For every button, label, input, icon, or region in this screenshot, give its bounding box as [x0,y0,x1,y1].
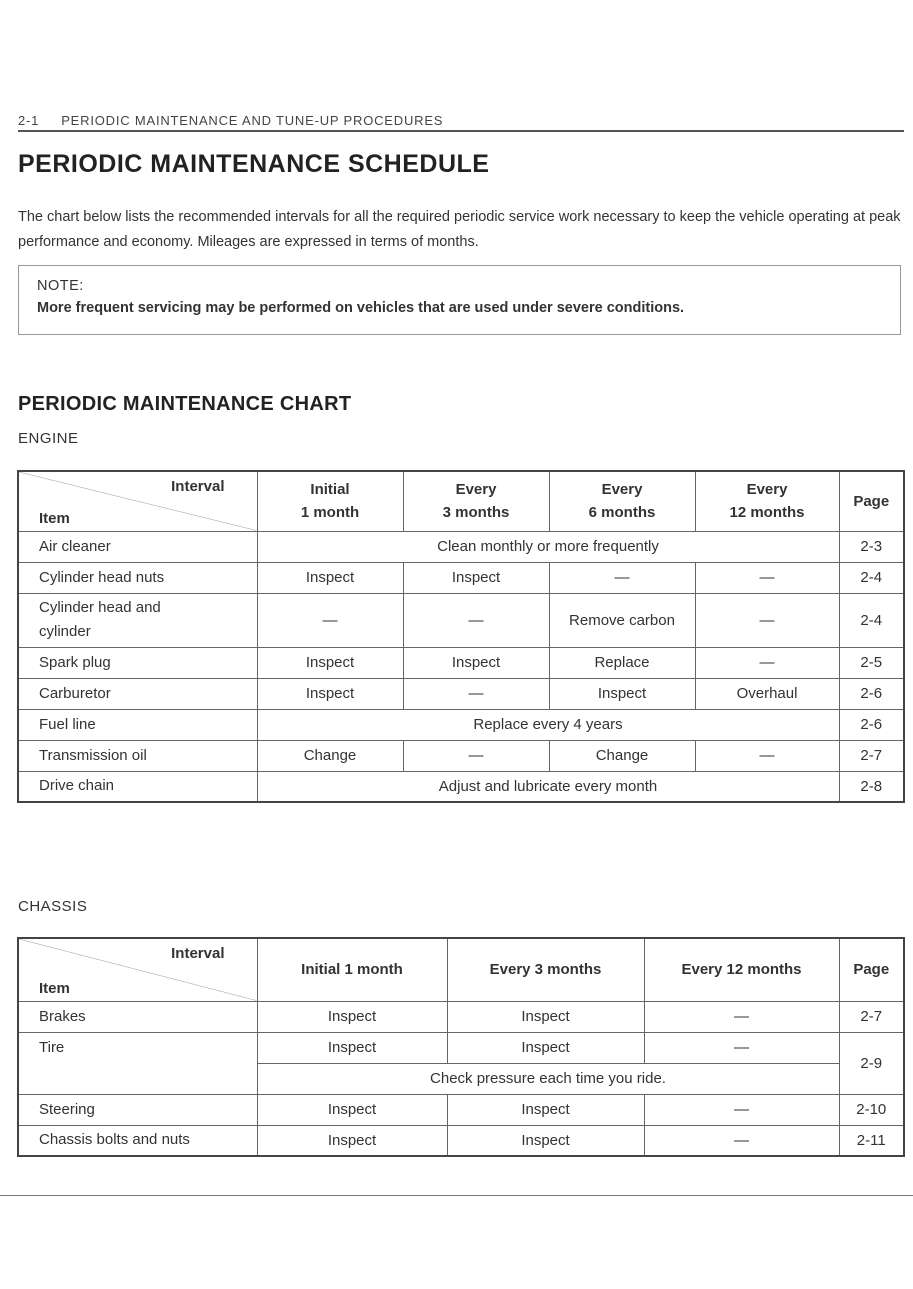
page-number: 2-1 [18,113,40,128]
row-page: 2-10 [839,1094,904,1125]
table-row [18,678,904,709]
intro-paragraph: The chart below lists the recommended intervals for all the required periodic service work necessary to keep the vehicle operating at peak performance and economy. Mileages are expressed in terms of months. [18,209,901,250]
row-cell: — [403,678,549,709]
row-cell: Inspect [403,647,549,678]
chassis-header-row [18,938,904,1001]
row-cell: Inspect [257,1094,447,1125]
row-item: Air cleaner [18,531,257,562]
table-row [18,1094,904,1125]
running-head [18,113,904,132]
chassis-interval-item-header [18,938,257,1001]
col-label-a: Every [746,481,788,499]
row-cell: — [695,593,839,647]
row-cell: Inspect [447,1001,644,1032]
row-cell: — [644,1001,839,1032]
row-page: 2-4 [839,562,904,593]
row-cell: Inspect [403,562,549,593]
page-title: PERIODIC MAINTENANCE SCHEDULE [18,150,490,178]
table-row [18,562,904,593]
row-cell: Inspect [257,1125,447,1156]
row-cell: Inspect [257,1001,447,1032]
col-every-3-months [403,471,549,531]
row-cell: Replace [549,647,695,678]
row-page: 2-7 [839,1001,904,1032]
col-label-b: 6 months [588,504,656,522]
col-every-6-months [549,471,695,531]
col-page: Page [839,471,904,531]
item-label: Item [39,509,70,527]
row-cell: — [403,593,549,647]
row-item: Drive chain [18,771,257,802]
note-text: More frequent servicing may be performed on vehicles that are used under severe conditions. [37,300,685,316]
row-page: 2-5 [839,647,904,678]
row-item: Cylinder head nuts [18,562,257,593]
chassis-section-label: CHASSIS [18,898,88,915]
row-item-line: Cylinder head and [39,599,161,616]
row-cell: — [257,593,403,647]
row-page: 2-11 [839,1125,904,1156]
row-item: Steering [18,1094,257,1125]
row-item [18,593,257,647]
row-span-value: Check pressure each time you ride. [257,1063,839,1094]
col-label-a: Initial [310,481,350,499]
interval-label: Interval [171,478,225,495]
row-item: Spark plug [18,647,257,678]
footer-rule [0,1195,913,1196]
row-cell: — [549,562,695,593]
table-row [18,1032,904,1063]
row-item: Tire [18,1032,257,1094]
row-item: Carburetor [18,678,257,709]
row-cell: Overhaul [695,678,839,709]
row-item: Transmission oil [18,740,257,771]
table-row [18,593,904,647]
note-box [18,265,901,335]
row-cell: — [644,1094,839,1125]
row-span-value: Adjust and lubricate every month [257,771,839,802]
col-label-b: 1 month [300,504,360,522]
row-item-line: cylinder [39,623,91,640]
item-label: Item [39,979,70,997]
row-cell: — [644,1125,839,1156]
col-label-b: 3 months [442,504,510,522]
col-every-3-months: Every 3 months [447,938,644,1001]
row-item: Chassis bolts and nuts [18,1125,257,1156]
note-label: NOTE: [37,278,84,294]
table-row [18,740,904,771]
row-item: Fuel line [18,709,257,740]
chassis-table [17,937,905,1157]
row-cell: — [644,1032,839,1063]
col-label-a: Every [455,481,497,499]
table-row [18,771,904,802]
row-cell: Inspect [257,647,403,678]
row-cell: — [695,647,839,678]
table-row [18,709,904,740]
row-cell: Inspect [447,1125,644,1156]
row-page: 2-3 [839,531,904,562]
engine-header-row [18,471,904,531]
table-row [18,647,904,678]
col-every-12-months: Every 12 months [644,938,839,1001]
col-initial-1-month: Initial 1 month [257,938,447,1001]
row-page: 2-9 [839,1032,904,1094]
section-title: PERIODIC MAINTENANCE AND TUNE-UP PROCEDURES [61,113,444,128]
row-page: 2-6 [839,709,904,740]
row-page: 2-6 [839,678,904,709]
row-cell: Inspect [447,1094,644,1125]
table-row [18,531,904,562]
engine-interval-item-header [18,471,257,531]
table-row [18,1125,904,1156]
table-row [18,1001,904,1032]
row-page: 2-4 [839,593,904,647]
col-label-b: 12 months [729,504,805,522]
engine-section-label: ENGINE [18,430,79,447]
row-page: 2-8 [839,771,904,802]
row-cell: Inspect [257,562,403,593]
interval-label: Interval [171,945,225,962]
row-cell: Inspect [257,1032,447,1063]
col-page: Page [839,938,904,1001]
row-cell: Remove carbon [549,593,695,647]
row-cell: Change [549,740,695,771]
chart-title: PERIODIC MAINTENANCE CHART [18,393,352,415]
col-every-12-months [695,471,839,531]
col-initial-1-month [257,471,403,531]
row-span-value: Clean monthly or more frequently [257,531,839,562]
row-cell: Inspect [257,678,403,709]
row-cell: Inspect [549,678,695,709]
row-cell: — [403,740,549,771]
row-item: Brakes [18,1001,257,1032]
row-page: 2-7 [839,740,904,771]
col-label-a: Every [601,481,643,499]
row-cell: — [695,740,839,771]
engine-table [17,470,905,803]
row-cell: Change [257,740,403,771]
row-span-value: Replace every 4 years [257,709,839,740]
row-cell: — [695,562,839,593]
row-cell: Inspect [447,1032,644,1063]
